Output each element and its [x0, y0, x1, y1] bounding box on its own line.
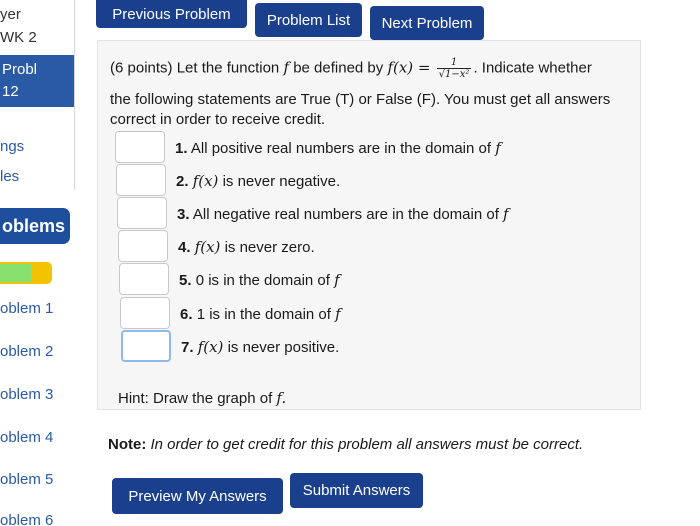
intro-mid: be defined by [293, 59, 384, 77]
submit-answers-button[interactable]: Submit Answers [290, 473, 423, 508]
statement-math: f(x) [194, 238, 221, 256]
problem-instructions-line2: the following statements are True (T) or False (F). You must get all answers [110, 91, 611, 108]
sidebar [0, 0, 76, 526]
statement-text: 0 is in the domain of [195, 272, 330, 289]
problem-intro [110, 57, 592, 80]
statement-number: 4. [178, 239, 191, 256]
note-text: In order to get credit for this problem all answers must be correct. [150, 436, 584, 453]
next-problem-button[interactable]: Next Problem [370, 6, 484, 40]
statement-2 [176, 172, 340, 190]
sidebar-problem-link-6[interactable]: oblem 6 [0, 512, 54, 526]
credit-note [108, 436, 583, 453]
statement-text: is never negative. [222, 173, 341, 190]
answer-input-4[interactable] [118, 230, 168, 262]
sidebar-problem-link-5[interactable]: oblem 5 [0, 471, 54, 488]
statement-number: 5. [179, 272, 192, 289]
statement-math: f(x) [192, 172, 219, 190]
sidebar-item-wk2[interactable]: WK 2 [0, 29, 37, 46]
preview-answers-button[interactable]: Preview My Answers [112, 478, 283, 514]
intro-suffix: . Indicate whether [473, 59, 592, 77]
statement-number: 1. [175, 140, 188, 157]
statement-number: 6. [180, 306, 193, 323]
answer-input-1[interactable] [115, 131, 165, 163]
sidebar-item-player[interactable]: yer [0, 6, 21, 23]
previous-problem-button[interactable]: Previous Problem [96, 0, 247, 28]
statement-4 [178, 238, 315, 256]
statement-math: f [503, 205, 509, 223]
answer-input-2[interactable] [116, 164, 166, 196]
statement-text: All negative real numbers are in the domain of [192, 206, 499, 223]
intro-prefix: (6 points) Let the function [110, 59, 280, 77]
sidebar-problem-link-4[interactable]: oblem 4 [0, 429, 54, 446]
statement-text: is never zero. [224, 239, 315, 256]
hint-math: f. [276, 389, 287, 407]
answer-input-3[interactable] [117, 197, 167, 229]
sidebar-problem-link-2[interactable]: oblem 2 [0, 343, 54, 360]
statement-text: 1 is in the domain of [196, 306, 331, 323]
hint-text: Hint: Draw the graph of [118, 390, 273, 407]
note-label: Note: [108, 436, 147, 453]
function-fraction [437, 57, 472, 80]
problem-list-button[interactable]: Problem List [255, 3, 362, 37]
statement-number: 2. [176, 173, 189, 190]
statement-number: 7. [181, 339, 194, 356]
statement-number: 3. [177, 206, 190, 223]
statement-math: f [495, 139, 501, 157]
problem-instructions-line3: correct in order to receive credit. [110, 111, 326, 128]
sidebar-divider [74, 0, 75, 190]
answer-input-6[interactable] [120, 297, 170, 329]
statement-math: f [334, 271, 340, 289]
fraction-numerator: 1 [437, 57, 472, 69]
statement-6 [180, 305, 341, 323]
sidebar-problems-header: oblems [0, 208, 70, 244]
problem-hint [118, 389, 286, 407]
statement-math: f [335, 305, 341, 323]
statement-5 [179, 271, 340, 289]
answer-input-7[interactable] [121, 330, 171, 362]
sidebar-active-label: Probl [2, 61, 38, 78]
problem-panel [97, 40, 641, 410]
answer-input-5[interactable] [119, 263, 169, 295]
statement-1 [175, 139, 501, 157]
problem-progress-bar [0, 262, 52, 284]
intro-fx: f(x) = [387, 58, 431, 77]
sidebar-item-settings[interactable]: ngs [0, 138, 25, 155]
progress-fill [0, 264, 31, 282]
sidebar-problem-link-3[interactable]: oblem 3 [0, 386, 54, 403]
sidebar-active-number: 12 [2, 83, 19, 100]
statement-7 [181, 338, 339, 356]
sidebar-item-current-problem[interactable] [0, 55, 74, 107]
statement-3 [177, 205, 509, 223]
statement-text: is never positive. [227, 339, 340, 356]
intro-f: f [283, 58, 290, 77]
statement-text: All positive real numbers are in the domain of [190, 140, 492, 157]
sidebar-problem-link-1[interactable]: oblem 1 [0, 300, 54, 317]
statement-math: f(x) [197, 338, 224, 356]
sidebar-item-grades[interactable]: les [0, 168, 20, 185]
fraction-denominator: √1−x² [438, 69, 470, 80]
